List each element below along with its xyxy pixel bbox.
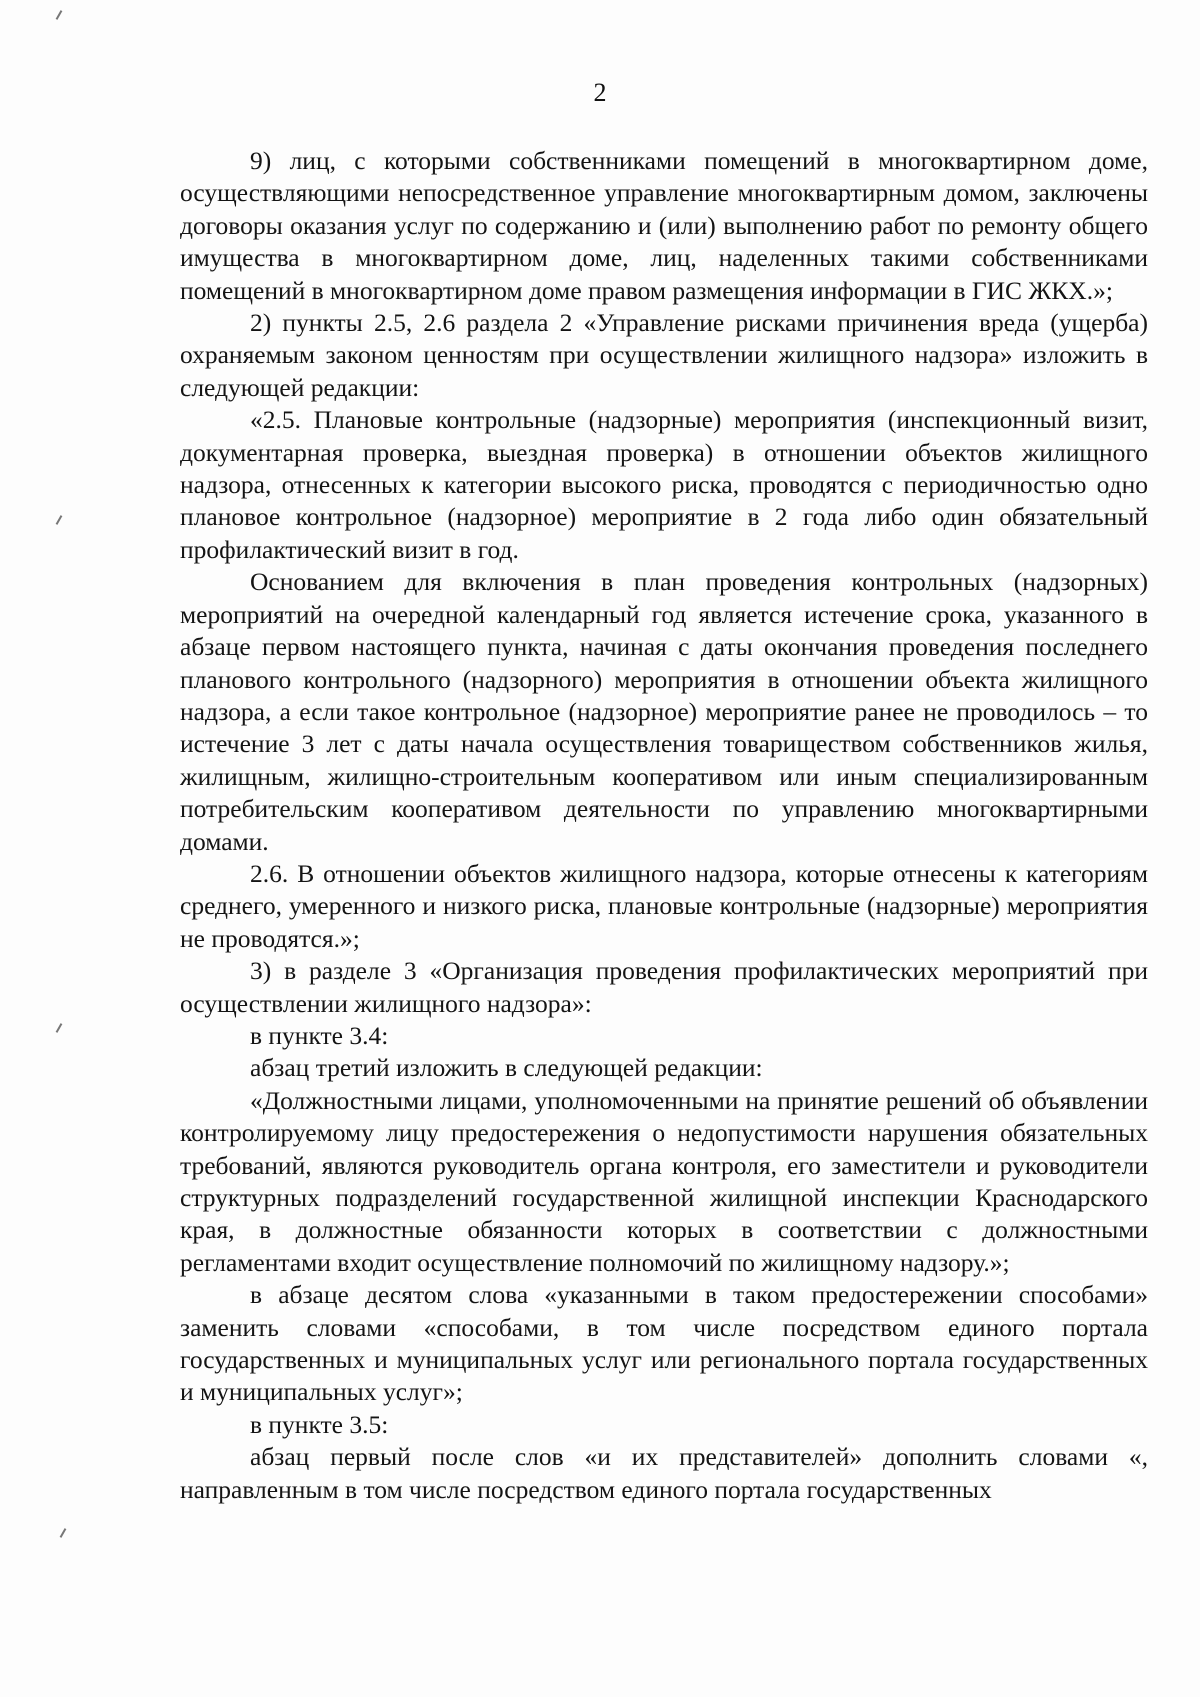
scan-mark	[56, 10, 63, 20]
scan-mark	[60, 1528, 67, 1538]
paragraph: в абзаце десятом слова «указанными в таком предостережении способами» заменить словами «способами, в том числе посредством единого портала государственных и муниципальных услуг или регионального портала государственных и муниципальных услуг»;	[180, 1280, 1148, 1407]
paragraph: в пункте 3.5:	[250, 1409, 389, 1439]
page-number: 2	[593, 78, 607, 107]
paragraph: в пункте 3.4:	[250, 1020, 389, 1050]
scan-mark	[56, 515, 63, 525]
paragraph: Основанием для включения в план проведения контрольных (надзорных) мероприятий на очередной календарный год является истечение срока, указанного в абзаце первом настоящего пункта, начиная с даты окончания проведения последнего планового контрольного (надзорного) мероприятия в отношении объекта жилищного надзора, а если такое контрольное (надзорное) мероприятие ранее не проводилось – то истечение 3 лет с даты начала осуществления товариществом собственников жилья, жилищным, жилищно-строительным кооперативом или иным специализированным потребительским кооперативом деятельности по управлению многоквартирными домами.	[180, 567, 1148, 856]
paragraph: 3) в разделе 3 «Организация проведения профилактических мероприятий при осуществлении жилищного надзора»:	[180, 956, 1148, 1018]
document-body	[180, 145, 1148, 1506]
paragraph: «Должностными лицами, уполномоченными на принятие решений об объявлении контролируемому лицу предостережения о недопустимости нарушения обязательных требований, являются руководитель органа контроля, его заместители и руководители структурных подразделений государственной жилищной инспекции Краснодарского края, в должностные обязанности которых в соответствии с должностными регламентами входит осуществление полномочий по жилищному надзору.»;	[180, 1085, 1148, 1277]
paragraph: «2.5. Плановые контрольные (надзорные) мероприятия (инспекционный визит, документарная проверка, выездная проверка) в отношении объектов жилищного надзора, отнесенных к категории высокого риска, проводятся с периодичностью одно плановое контрольное (надзорное) мероприятие в 2 года либо один обязательный профилактический визит в год.	[180, 405, 1148, 564]
paragraph: абзац первый после слов «и их представителей» дополнить словами «, направленным в том числе посредством единого портала государственных	[180, 1442, 1148, 1504]
paragraph: 2) пункты 2.5, 2.6 раздела 2 «Управление рисками причинения вреда (ущерба) охраняемым законом ценностям при осуществлении жилищного надзора» изложить в следующей редакции:	[180, 308, 1148, 402]
scan-mark	[56, 1023, 63, 1033]
paragraph: абзац третий изложить в следующей редакции:	[250, 1053, 763, 1083]
paragraph: 9) лиц, с которыми собственниками помещений в многоквартирном доме, осуществляющими непосредственное управление многоквартирным домом, заключены договоры оказания услуг по содержанию и (или) выполнению работ по ремонту общего имущества в многоквартирном доме, лиц, наделенных такими собственниками помещений в многоквартирном доме правом размещения информации в ГИС ЖКХ.»;	[180, 146, 1148, 305]
paragraph: 2.6. В отношении объектов жилищного надзора, которые отнесены к категориям среднего, умеренного и низкого риска, плановые контрольные (надзорные) мероприятия не проводятся.»;	[180, 858, 1148, 953]
